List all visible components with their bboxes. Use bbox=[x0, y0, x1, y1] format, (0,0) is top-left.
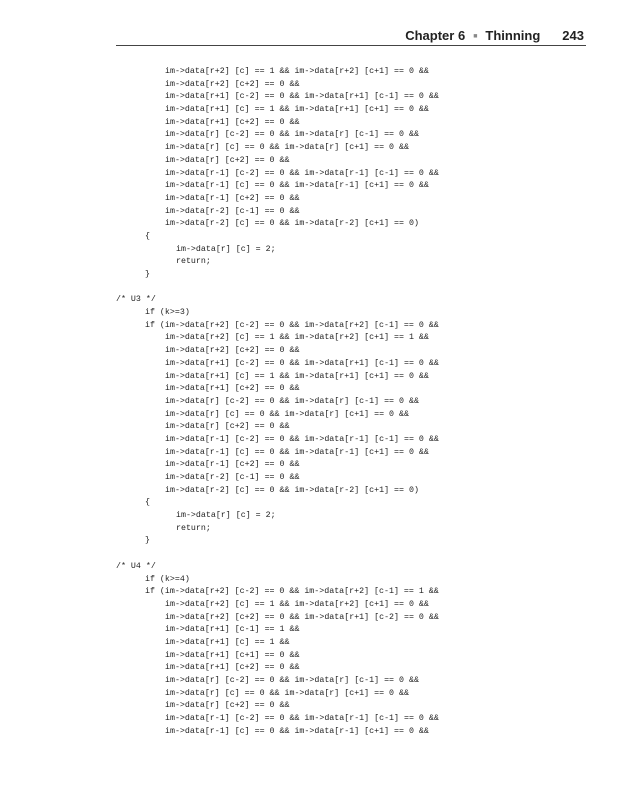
code-line: im->data[r-1] [c+2] == 0 && bbox=[165, 193, 300, 203]
code-line: im->data[r] [c-2] == 0 && im->data[r] [c-1] == 0 && bbox=[165, 130, 419, 140]
code-line: im->data[r-2] [c-1] == 0 && bbox=[165, 206, 300, 216]
code-line: if (im->data[r+2] [c-2] == 0 && im->data[r+2] [c-1] == 0 && bbox=[145, 320, 439, 330]
code-line: im->data[r] [c] = 2; bbox=[176, 244, 276, 254]
code-line: im->data[r-2] [c] == 0 && im->data[r-2] [c+1] == 0) bbox=[165, 219, 419, 229]
code-line: { bbox=[145, 231, 150, 241]
running-header bbox=[405, 28, 584, 43]
code-line bbox=[0, 282, 636, 295]
code-line: im->data[r+1] [c+2] == 0 && bbox=[165, 384, 300, 394]
code-line: im->data[r] [c-2] == 0 && im->data[r] [c-1] == 0 && bbox=[165, 676, 419, 685]
chapter-title: Thinning bbox=[485, 28, 541, 43]
code-line: im->data[r+1] [c] == 1 && im->data[r+1] [c+1] == 0 && bbox=[165, 371, 429, 381]
code-line: im->data[r+1] [c-1] == 1 && bbox=[165, 625, 300, 635]
code-line: im->data[r-1] [c-2] == 0 && im->data[r-1] [c-1] == 0 && bbox=[165, 434, 439, 444]
code-line: im->data[r] [c+2] == 0 && bbox=[165, 155, 290, 165]
code-line: /* U4 */ bbox=[116, 561, 156, 571]
code-line: im->data[r+1] [c-2] == 0 && im->data[r+1] [c-1] == 0 && bbox=[165, 358, 439, 368]
code-line: im->data[r] [c] == 0 && im->data[r] [c+1] == 0 && bbox=[165, 688, 409, 698]
code-line: im->data[r+1] [c] == 1 && bbox=[165, 637, 290, 647]
code-line: im->data[r-1] [c-2] == 0 && im->data[r-1] [c-1] == 0 && bbox=[165, 168, 439, 178]
code-line: return; bbox=[176, 257, 211, 267]
page-number: 243 bbox=[562, 28, 584, 43]
code-line: im->data[r-1] [c] == 0 && im->data[r-1] [c+1] == 0 && bbox=[165, 447, 429, 457]
separator-square-icon: ■ bbox=[473, 33, 478, 40]
code-line: im->data[r] [c] = 2; bbox=[176, 511, 276, 521]
code-line: im->data[r-2] [c] == 0 && im->data[r-2] [c+1] == 0) bbox=[165, 485, 419, 495]
code-line: im->data[r+2] [c] == 1 && im->data[r+2] [c+1] == 1 && bbox=[165, 333, 429, 343]
code-line: im->data[r-2] [c-1] == 0 && bbox=[165, 473, 300, 482]
code-line: im->data[r] [c+2] == 0 && bbox=[165, 701, 290, 711]
code-line: im->data[r+1] [c+2] == 0 && bbox=[165, 663, 300, 673]
code-line: im->data[r] [c-2] == 0 && im->data[r] [c-1] == 0 && bbox=[165, 396, 419, 406]
code-line: im->data[r-1] [c+2] == 0 && bbox=[165, 460, 300, 470]
code-line: if (k>=3) bbox=[145, 308, 190, 318]
code-line: } bbox=[145, 270, 150, 279]
code-line: im->data[r] [c+2] == 0 && bbox=[165, 422, 290, 432]
code-line: im->data[r+2] [c+2] == 0 && bbox=[165, 79, 300, 89]
chapter-label: Chapter 6 bbox=[405, 28, 466, 43]
code-line: im->data[r-1] [c] == 0 && im->data[r-1] [c+1] == 0 && bbox=[165, 726, 429, 736]
code-line: /* U3 */ bbox=[116, 295, 156, 305]
code-line: im->data[r] [c] == 0 && im->data[r] [c+1] == 0 && bbox=[165, 143, 409, 153]
code-line: im->data[r+1] [c+1] == 0 && bbox=[165, 650, 300, 660]
code-line: im->data[r+2] [c+2] == 0 && im->data[r+1] [c-2] == 0 && bbox=[165, 612, 439, 622]
code-line: im->data[r-1] [c-2] == 0 && im->data[r-1] [c-1] == 0 && bbox=[165, 714, 439, 724]
code-line: im->data[r+2] [c+2] == 0 && bbox=[165, 346, 300, 356]
code-line: im->data[r+1] [c] == 1 && im->data[r+1] [c+1] == 0 && bbox=[165, 105, 429, 115]
header-rule bbox=[116, 45, 586, 46]
code-line: if (im->data[r+2] [c-2] == 0 && im->data[r+2] [c-1] == 1 && bbox=[145, 587, 439, 597]
code-line: im->data[r+1] [c+2] == 0 && bbox=[165, 117, 300, 127]
code-line: if (k>=4) bbox=[145, 574, 190, 584]
code-line: im->data[r+1] [c-2] == 0 && im->data[r+1] [c-1] == 0 && bbox=[165, 92, 439, 102]
code-line: } bbox=[145, 536, 150, 546]
code-line: im->data[r-1] [c] == 0 && im->data[r-1] [c+1] == 0 && bbox=[165, 181, 429, 191]
code-line bbox=[0, 548, 636, 561]
code-line: im->data[r] [c] == 0 && im->data[r] [c+1] == 0 && bbox=[165, 409, 409, 419]
code-line: { bbox=[145, 498, 150, 508]
code-listing bbox=[0, 66, 636, 738]
code-line: im->data[r+2] [c] == 1 && im->data[r+2] [c+1] == 0 && bbox=[165, 67, 429, 76]
code-line: im->data[r+2] [c] == 1 && im->data[r+2] [c+1] == 0 && bbox=[165, 599, 429, 609]
code-line: return; bbox=[176, 523, 211, 533]
